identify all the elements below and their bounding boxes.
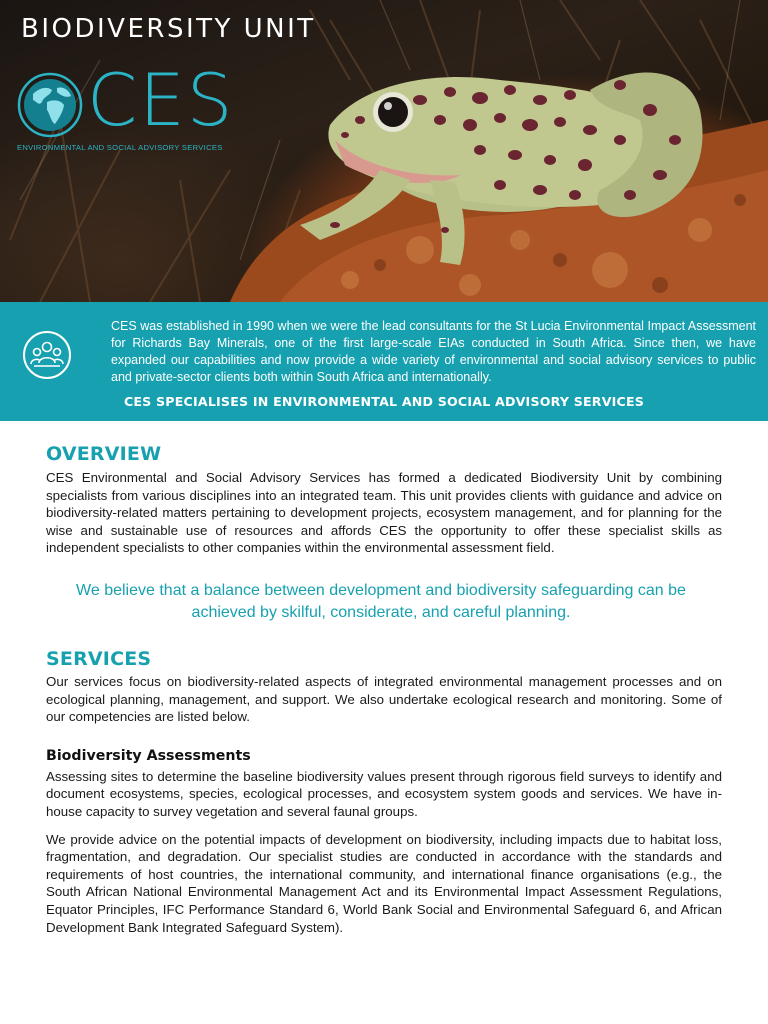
belief-quote <box>40 580 722 624</box>
belief-quote-line-2: achieved by skilful, considerate, and careful planning. <box>191 603 571 621</box>
intro-band <box>0 302 768 421</box>
people-group-icon <box>22 330 72 380</box>
intro-text: CES was established in 1990 when we were the lead consultants for the St Lucia Environmental Impact Assessment for Richards Bay Minerals, one of the first large-scale EIAs conducted in South Africa. Since then, we have expanded our capabilities and now provide a wide variety of environmental and social advisory services to public and private-sector clients both within South Africa and internationally. <box>111 319 756 384</box>
biodiversity-assessments-paragraph-2: We provide advice on the potential impacts of development on biodiversity, including impacts due to habitat loss, fragmentation, and degradation. Our specialist studies are conducted in accordance with the standards and requirements of host countries, the international community, and international finance organisations (e.g., the South African National Environmental Management Act and its Environmental Impact Assessment Regulations, Equator Principles, IFC Performance Standard 6, World Bank Social and Environmental Safeguard 6, and African Development Bank Integrated Safeguard System). <box>46 831 722 935</box>
services-paragraph: Our services focus on biodiversity-related aspects of integrated environmental management processes and on ecological planning, management, and support. We also undertake ecological research and monitoring. Some of our competencies are listed below. <box>46 673 722 725</box>
biodiversity-assessments-heading: Biodiversity Assessments <box>46 747 251 764</box>
ces-logo <box>17 58 277 161</box>
main-content <box>46 441 722 936</box>
biodiversity-assessments-paragraph-1: Assessing sites to determine the baseline biodiversity values present through rigorous field surveys to identify and document ecosystems, species, ecological processes, and ecosystem system goods and services. We have in-house capacity to survey vegetation and several faunal groups. <box>46 768 722 819</box>
specialisation-tagline: CES SPECIALISES IN ENVIRONMENTAL AND SOCIAL ADVISORY SERVICES <box>123 394 645 409</box>
logo-wordmark: CES <box>87 58 235 142</box>
globe-icon <box>17 72 83 138</box>
logo-tagline: ENVIRONMENTAL AND SOCIAL ADVISORY SERVICES <box>17 143 223 152</box>
overview-paragraph: CES Environmental and Social Advisory Services has formed a dedicated Biodiversity Unit by combining specialists from various disciplines into an integrated team. This unit provides clients with guidance and advice on biodiversity-related matters pertaining to development projects, ecosystem management, and for planning for the wise and sustainable use of resources and affords CES the opportunity to offer these specialist skills as independent specialists to other companies within the environmental assessment field. <box>46 470 722 556</box>
hero-banner <box>0 0 768 302</box>
overview-heading: OVERVIEW <box>46 443 162 465</box>
belief-quote-line-1: We believe that a balance between development and biodiversity safeguarding can be <box>76 581 686 599</box>
unit-title: BIODIVERSITY UNIT <box>21 14 316 44</box>
services-heading: SERVICES <box>46 647 152 670</box>
